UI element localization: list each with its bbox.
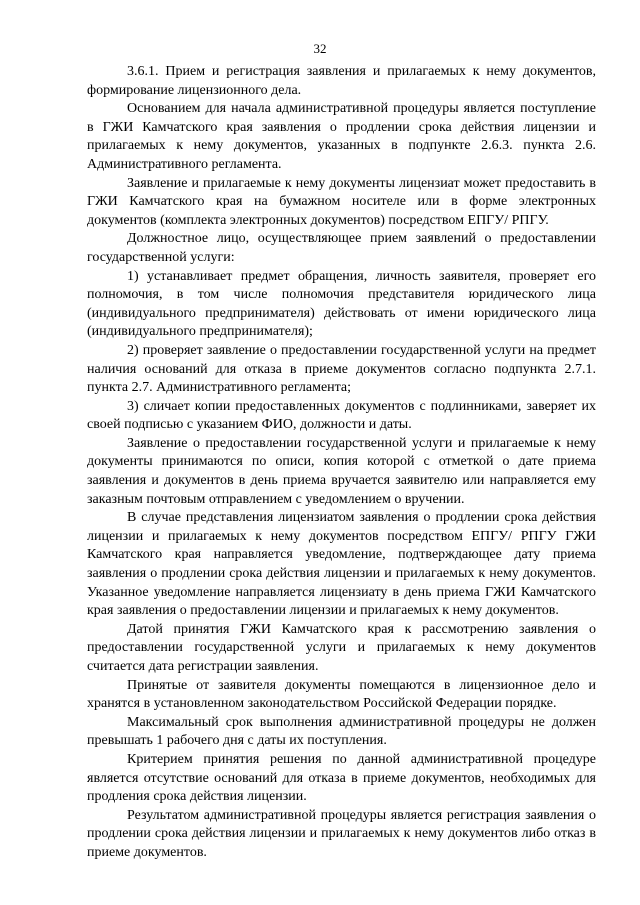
paragraph-inventory: Заявление о предоставлении государственной услуги и прилагаемые к нему документы принимаются по описи, копия которой с отметкой о дате приема заявления и документов в день приема вручается заявителю или направляется ему заказным почтовым отправлением с уведомлением о вручении. (87, 435, 596, 507)
paragraph-acceptance-date: Датой принятия ГЖИ Камчатского края к рассмотрению заявления о предоставлении государственной услуги и прилагаемых к нему документов считается дата регистрации заявления. (87, 621, 596, 674)
list-item-1: 1) устанавливает предмет обращения, личность заявителя, проверяет его полномочия, в том числе полномочия представителя юридического лица (индивидуального предпринимателя) действовать от имени юридического лица (индивидуального предпринимателя); (87, 268, 596, 340)
list-item-3: 3) сличает копии предоставленных документов с подлинниками, заверяет их своей подписью с указанием ФИО, должности и даты. (87, 398, 596, 433)
paragraph-criterion: Критерием принятия решения по данной административной процедуре является отсутствие оснований для отказа в приеме документов, необходимых для продления срока действия лицензии. (87, 751, 596, 805)
paragraph-submission: Заявление и прилагаемые к нему документы лицензиат может предоставить в ГЖИ Камчатского края на бумажном носителе или в форме электронных документов (комплекта электронных документов) посредством ЕПГУ/ РПГУ. (87, 175, 596, 228)
list-item-2: 2) проверяет заявление о предоставлении государственной услуги на предмет наличия оснований для отказа в приеме документов согласно подпункта 2.7.1. пункта 2.7. Административного регламента; (87, 342, 596, 396)
paragraph-epgu-notice: В случае представления лицензиатом заявления о продлении срока действия лицензии и прилагаемых к нему документов посредством ЕПГУ/ РПГУ ГЖИ Камчатского края направляется уведомление, подтверждающее дату приема заявления о продлении срока действия лицензии и прилагаемых к нему документов. Указанное уведомление направляется лицензиату в день приема ГЖИ Камчатского края заявления о предоставлении лицензии и прилагаемых к нему документов. (87, 510, 596, 619)
page-number: 32 (313, 41, 327, 56)
paragraph-section-heading: 3.6.1. Прием и регистрация заявления и прилагаемых к нему документов, формирование лицензионного дела. (87, 64, 596, 98)
paragraph-storage: Принятые от заявителя документы помещаются в лицензионное дело и хранятся в установленном законодательством Российской Федерации порядке. (87, 677, 596, 712)
paragraph-max-term: Максимальный срок выполнения административной процедуры не должен превышать 1 рабочего дня с даты их поступления. (87, 714, 596, 749)
document-body (87, 63, 596, 863)
paragraph-official: Должностное лицо, осуществляющее прием заявлений о предоставлении государственной услуги: (87, 231, 596, 265)
paragraph-basis: Основанием для начала административной процедуры является поступление в ГЖИ Камчатского края заявления о продлении срока действия лицензии и прилагаемых к нему документов, указанных в подпункте 2.6.3. пункта 2.6. Административного регламента. (87, 101, 596, 172)
paragraph-result: Результатом административной процедуры является регистрация заявления о продлении срока действия лицензии и прилагаемых к нему документов либо отказ в приеме документов. (87, 807, 596, 860)
